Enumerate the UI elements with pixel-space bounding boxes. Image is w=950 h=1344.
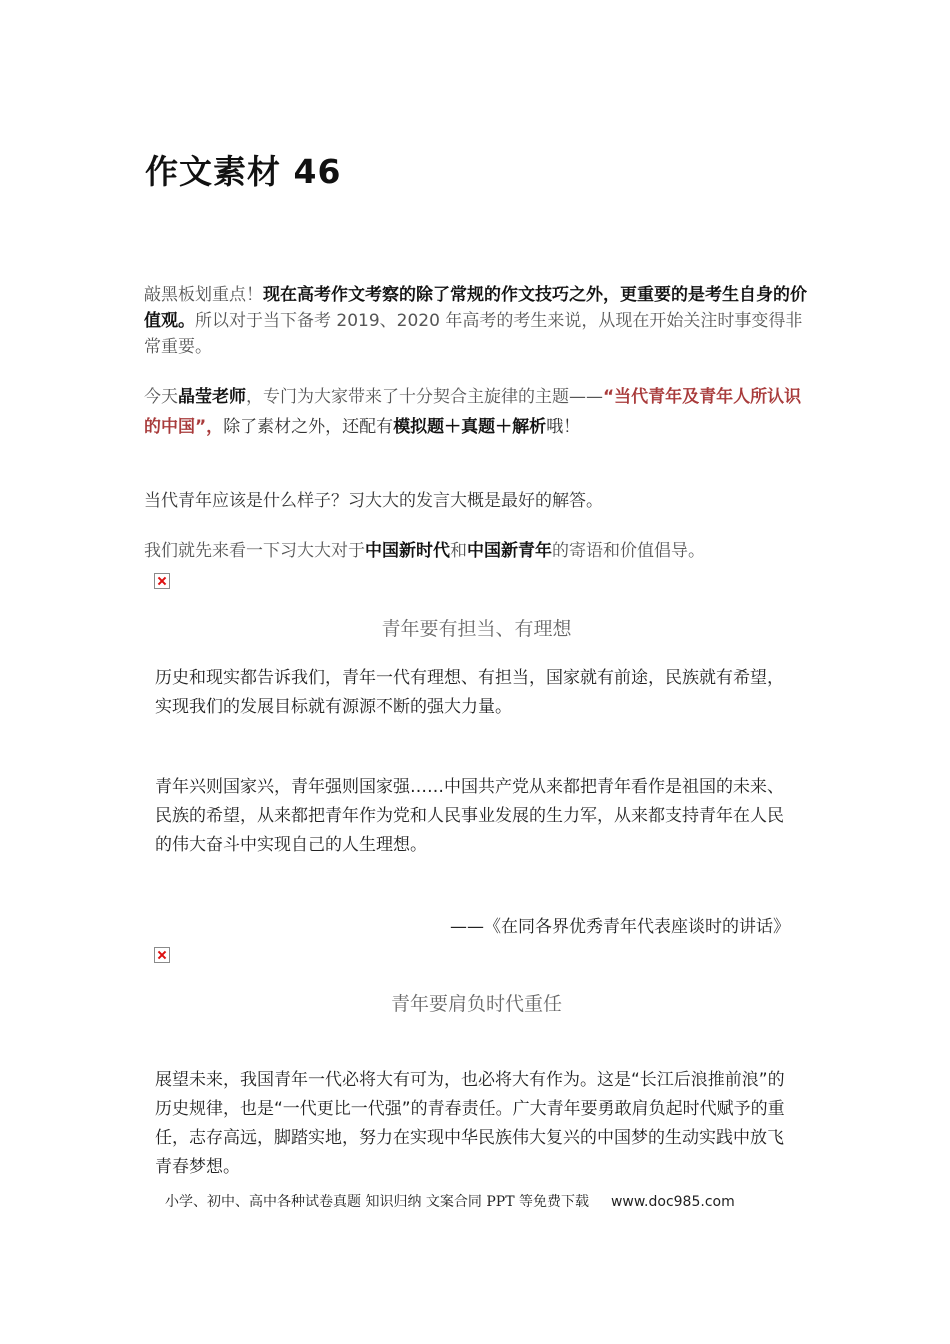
materials-highlight: 模拟题＋真题＋解析 bbox=[393, 417, 547, 437]
quote-paragraph-2: 青年兴则国家兴，青年强则国家强……中国共产党从来都把青年看作是祖国的未来、民族的希望，从来都把青年作为党和人民事业发展的生力军，从来都支持青年在人民的伟大奋斗中实现自己的人生理想。 bbox=[155, 777, 784, 855]
intro-text: 我们就先来看一下习大大对于 bbox=[144, 541, 365, 561]
intro-text: 哦！ bbox=[546, 417, 581, 437]
teacher-name: 晶莹老师 bbox=[178, 387, 246, 407]
intro-lead: 敲黑板划重点！ bbox=[144, 285, 263, 305]
intro-paragraph-3 bbox=[144, 488, 809, 514]
quote-paragraph-3: 展望未来，我国青年一代必将大有可为，也必将大有作为。这是“长江后浪推前浪”的历史规律，也是“一代更比一代强”的青春责任。广大青年要勇敢肩负起时代赋予的重任，志存高远，脚踏实地，努力在实现中华民族伟大复兴的中国梦的生动实践中放飞青春梦想。 bbox=[155, 1070, 785, 1177]
quote-source: ——《在同各界优秀青年代表座谈时的讲话》 bbox=[450, 917, 790, 937]
keyword-new-youth: 中国新青年 bbox=[467, 541, 552, 561]
footer-url[interactable]: www.doc985.com bbox=[610, 1194, 735, 1210]
footer bbox=[165, 1191, 735, 1211]
intro-text: 和 bbox=[450, 541, 467, 561]
intro-key-point: 现在高考作文考察的除了常规的作文技巧之外，更重要的是考生自身的价值观。 bbox=[144, 285, 807, 331]
section-heading-2: 青年要肩负时代重任 bbox=[390, 993, 562, 1015]
intro-paragraph-2 bbox=[144, 382, 809, 442]
keyword-new-era: 中国新时代 bbox=[365, 541, 450, 561]
intro-text: ，专门为大家带来了十分契合主旋律的主题—— bbox=[246, 387, 603, 407]
intro-paragraph-4 bbox=[144, 538, 809, 564]
intro-text: 的寄语和价值倡导。 bbox=[552, 541, 705, 561]
section-heading-1: 青年要有担当、有理想 bbox=[381, 618, 572, 640]
footer-text: 小学、初中、高中各种试卷真题 知识归纳 文案合同 PPT 等免费下载 bbox=[165, 1194, 589, 1210]
intro-text: 除了素材之外，还配有 bbox=[223, 417, 394, 437]
broken-image-icon bbox=[154, 947, 170, 963]
page-title: 作文素材 46 bbox=[145, 152, 342, 191]
intro-context: 所以对于当下备考 2019、2020 年高考的考生来说，从现在开始关注时事变得非常重要。 bbox=[144, 311, 803, 357]
theme-highlight: “当代青年及青年人所认识的中国”， bbox=[144, 387, 802, 437]
intro-paragraph-1 bbox=[144, 282, 809, 360]
intro-text: 今天 bbox=[144, 387, 178, 407]
intro-question: 当代青年应该是什么样子？习大大的发言大概是最好的解答。 bbox=[144, 491, 603, 511]
quote-paragraph-1: 历史和现实都告诉我们，青年一代有理想、有担当，国家就有前途，民族就有希望，实现我们的发展目标就有源源不断的强大力量。 bbox=[155, 668, 784, 717]
broken-image-icon bbox=[154, 573, 170, 589]
